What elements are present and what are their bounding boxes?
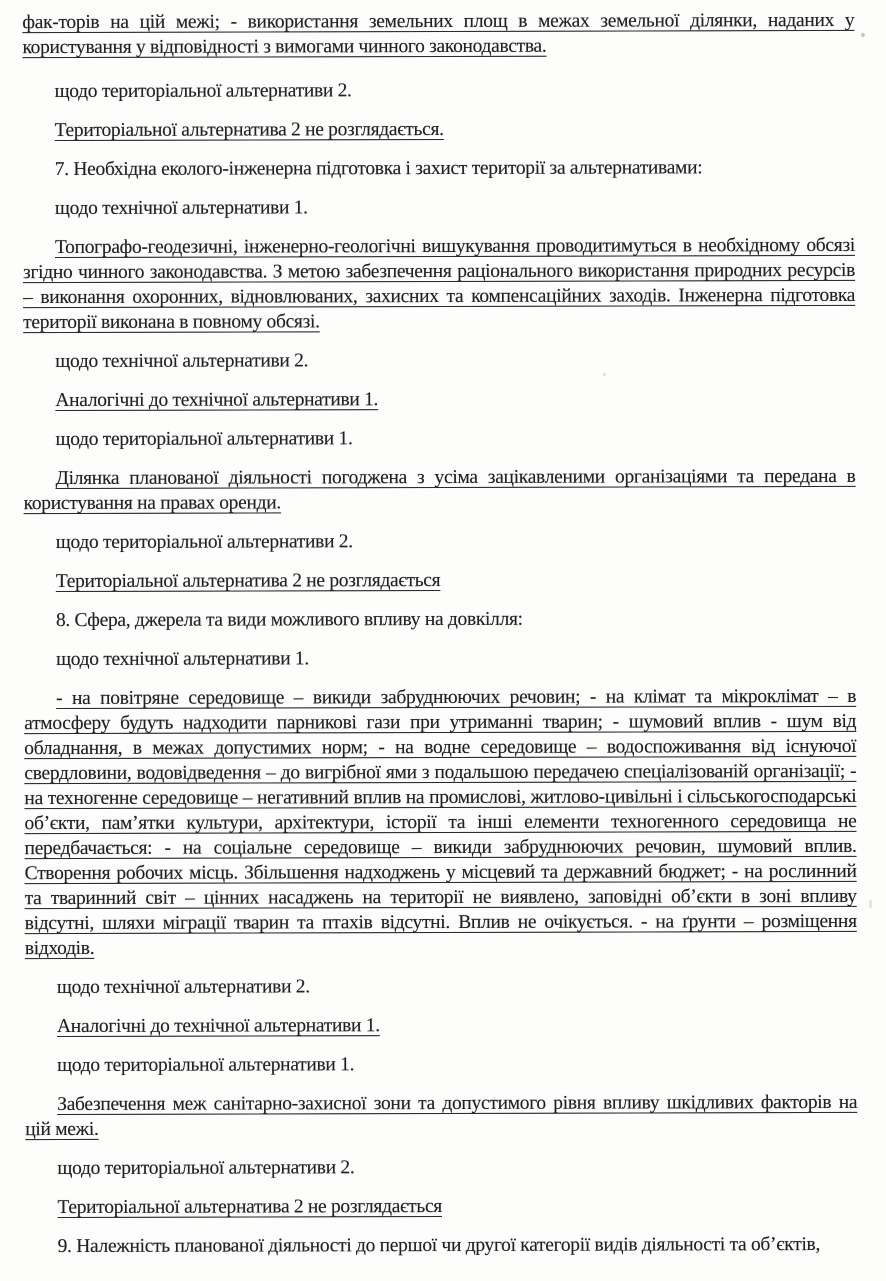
para-continuation-underlined: фак-торів на цій межі; - використання земельних площ в межах земельної ділянки, наданих у користування у відповідності з вимогами чинного законодавства. — [22, 9, 855, 59]
para-re-technical-alt-1: щодо технічної альтернативи 1. — [56, 648, 309, 671]
para-topographic-surveys: Топографо-геодезичні, інженерно-геологічні вишукування проводитимуться в необхідному обсязі згідно чинного законодавства. З метою забезпечення раціонального використання природних ресурсів – виконання охоронних, відновлюваних, захисних та компенсаційних заходів. Інженерна підготовка території виконана в повному обсязі. — [23, 234, 856, 334]
para-territorial-alt-2-not-considered: Територіальної альтернатива 2 не розглядається — [57, 1196, 442, 1219]
para-same-as-technical-alt-1: Аналогічні до технічної альтернативи 1. — [55, 389, 379, 412]
para-re-territorial-alt-1: щодо територіальної альтернативи 1. — [55, 428, 353, 451]
scan-artifact — [869, 900, 872, 908]
para-same-as-technical-alt-1: Аналогічні до технічної альтернативи 1. — [56, 1015, 380, 1038]
para-territorial-alt-2-not-considered: Територіальної альтернатива 2 не розглядається. — [54, 118, 444, 142]
para-section-9-heading: 9. Належність планованої діяльності до першої чи другої категорії видів діяльності та об’єктів, — [57, 1234, 821, 1258]
para-re-territorial-alt-2: щодо територіальної альтернативи 2. — [55, 531, 353, 554]
para-re-territorial-alt-2: щодо територіальної альтернативи 2. — [54, 80, 352, 103]
para-environmental-impact-list: - на повітряне середовище – викиди забруднюючих речовин; - на клімат та мікроклімат – в атмосферу будуть надходити парникові гази при утриманні тварин; - шумовий вплив - шум від обладнання, в межах допустимих норм; - на водне середовище – водоспоживання від існуючої свердловини, водовідведення – до вигрібної ями з подальшою передачею спеціалізованій організації; - на техногенне середовище – негативний вплив на промислові, житлово-цивільні і сільськогосподарські об’єкти, пам’ятки культури, архітектури, історії та інші елементи техногенного середовища не передбачається: - на соціальне середовище – викиди забруднюючих речовин, шумовий вплив. Створення робочих місць. Збільшення надходжень у місцевий та державний бюджет; - на рослинний та тваринний світ – цінних насаджень на території не виявлено, заповідні об’єкти в зоні впливу відсутні, шляхи міграції тварин та птахів відсутні. Вплив не очікується. - на ґрунти – розміщення відходів. — [24, 685, 857, 960]
para-re-technical-alt-2: щодо технічної альтернативи 2. — [55, 350, 309, 373]
para-re-technical-alt-2: щодо технічної альтернативи 2. — [56, 976, 310, 999]
scan-artifact — [603, 373, 606, 376]
para-re-technical-alt-1: щодо технічної альтернативи 1. — [54, 197, 308, 220]
para-site-agreed-lease: Ділянка планованої діяльності погоджена з усіма зацікавленими організаціями та передана в користування на правах оренди. — [23, 465, 856, 515]
para-section-8-heading: 8. Сфера, джерела та види можливого впливу на довкілля: — [55, 608, 523, 632]
para-territorial-alt-2-not-considered: Територіальної альтернатива 2 не розглядається — [55, 570, 441, 593]
para-re-territorial-alt-2: щодо територіальної альтернативи 2. — [57, 1157, 355, 1180]
para-section-7-heading: 7. Необхідна еколого-інженерна підготовка і захист території за альтернативами: — [54, 157, 703, 181]
para-re-territorial-alt-1: щодо територіальної альтернативи 1. — [57, 1054, 355, 1077]
para-sanitary-protection-zone: Забезпечення меж санітарно-захисної зони та допустимого рівня впливу шкідливих факторів на цій межі. — [25, 1091, 858, 1141]
